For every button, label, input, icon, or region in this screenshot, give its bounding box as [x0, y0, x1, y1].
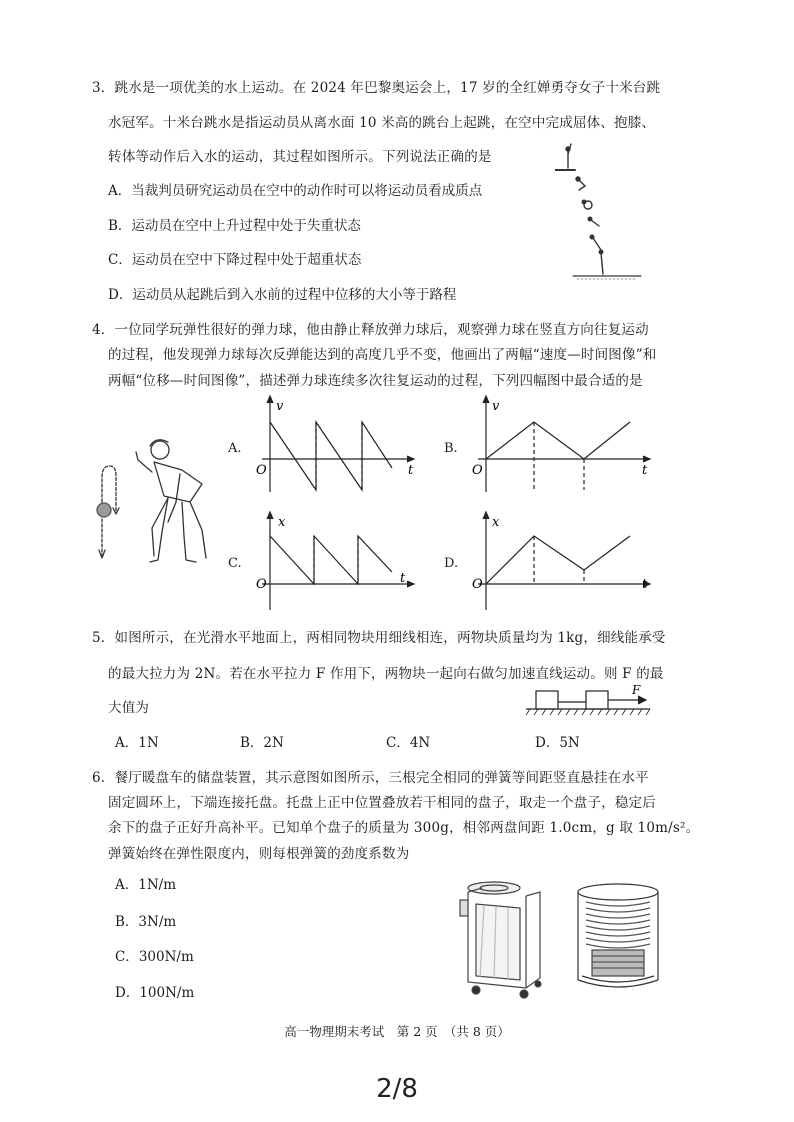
graph-a [252, 392, 422, 502]
q3-line-3: 转体等动作后入水的运动，其过程如图所示。下列说法正确的是 [108, 149, 492, 165]
graph-d-xlabel: t [642, 577, 648, 592]
page-footer: 高一物理期末考试 第 2 页 （共 8 页） [284, 1024, 510, 1039]
q4-line-3: 两幅“位移—时间图像”，描述弹力球连续多次往复运动的过程，下列四幅图中最合适的是 [108, 373, 643, 389]
graph-a-origin: O [256, 463, 267, 478]
q5-line-3: 大值为 [108, 700, 150, 716]
page-indicator: 2/8 [376, 1074, 418, 1104]
graph-c-label: C. [228, 556, 242, 571]
q3-option-d: D．运动员从起跳后到入水前的过程中位移的大小等于路程 [108, 287, 457, 303]
block-left [536, 691, 558, 709]
plate-warmer-cart [454, 878, 554, 1000]
block-right [586, 691, 608, 709]
q5-option-c: C．4N [386, 735, 431, 751]
graph-c-curve [270, 536, 392, 584]
force-label: F [632, 684, 641, 697]
q6-line-1: 6．餐厅暖盘车的储盘装置，其示意图如图所示，三根完全相同的弹簧等间距竖直悬挂在水平 [92, 770, 649, 786]
q6-option-b: B．3N/m [115, 914, 177, 930]
q4-line-2: 的过程，他发现弹力球每次反弹能达到的高度几乎不变，他画出了两幅“速度—时间图像”和 [108, 347, 657, 363]
q6-option-c: C．300N/m [115, 949, 194, 965]
graph-b-label: B. [444, 441, 458, 456]
graph-d-ylabel: x [492, 515, 500, 530]
graph-a-curve [270, 422, 392, 490]
q5-option-d: D．5N [535, 735, 580, 751]
graph-c [252, 508, 422, 616]
graph-c-ylabel: x [278, 515, 286, 530]
graph-b [468, 392, 658, 502]
q5-line-2: 的最大拉力为 2N。若在水平拉力 F 作用下，两物块一起向右做匀加速直线运动。则 F 的最 [108, 666, 664, 682]
graph-b-curve [486, 422, 630, 459]
diving-illustration [555, 140, 645, 285]
q5-option-a: A．1N [115, 735, 159, 751]
q3-option-a: A．当裁判员研究运动员在空中的动作时可以将运动员看成质点 [108, 183, 483, 199]
q5-line-1: 5．如图所示，在光滑水平地面上，两相同物块用细线相连，两物块质量均为 1kg，细线能承受 [92, 630, 666, 646]
graph-d-curve [486, 536, 630, 584]
graph-b-origin: O [472, 463, 483, 478]
graph-d-label: D. [444, 556, 459, 571]
q6-line-4: 弹簧始终在弹性限度内，则每根弹簧的劲度系数为 [108, 846, 410, 862]
ball-player-illustration [92, 432, 222, 572]
blocks-diagram [526, 684, 656, 718]
graph-a-ylabel: v [276, 399, 284, 414]
q6-option-d: D．100N/m [115, 985, 195, 1001]
graph-a-y-arrow [267, 396, 273, 403]
q6-option-a: A．1N/m [115, 877, 177, 893]
graph-c-xlabel: t [400, 571, 406, 586]
graph-a-x-arrow [407, 456, 414, 462]
q3-line-2: 水冠军。十米台跳水是指运动员从离水面 10 米高的跳台上起跳，在空中完成屈体、抱膝、 [108, 115, 656, 131]
graph-a-label: A. [228, 441, 242, 456]
graph-b-ylabel: v [492, 399, 500, 414]
q6-line-2: 固定圆环上，下端连接托盘。托盘上正中位置叠放若干相同的盘子，取走一个盘子，稳定后 [108, 795, 656, 811]
q3-line-1: 3．跳水是一项优美的水上运动。在 2024 年巴黎奥运会上，17 岁的全红婵勇夺女子十米台跳 [92, 80, 661, 96]
graph-c-origin: O [256, 577, 267, 592]
q3-option-b: B．运动员在空中上升过程中处于失重状态 [108, 218, 361, 234]
spring-plate-holder [570, 880, 666, 998]
graph-a-xlabel: t [408, 463, 414, 478]
graph-d [468, 508, 658, 616]
q4-line-1: 4．一位同学玩弹性很好的弹力球，他由静止释放弹力球后，观察弹力球在竖直方向往复运动 [92, 322, 649, 338]
graph-b-xlabel: t [642, 463, 648, 478]
q5-option-b: B．2N [240, 735, 284, 751]
graph-d-origin: O [472, 577, 483, 592]
q3-option-c: C．运动员在空中下降过程中处于超重状态 [108, 252, 362, 268]
q6-line-3: 余下的盘子正好升高补平。已知单个盘子的质量为 300g，相邻两盘间距 1.0cm，g 取 10m/s²。 [108, 820, 700, 836]
